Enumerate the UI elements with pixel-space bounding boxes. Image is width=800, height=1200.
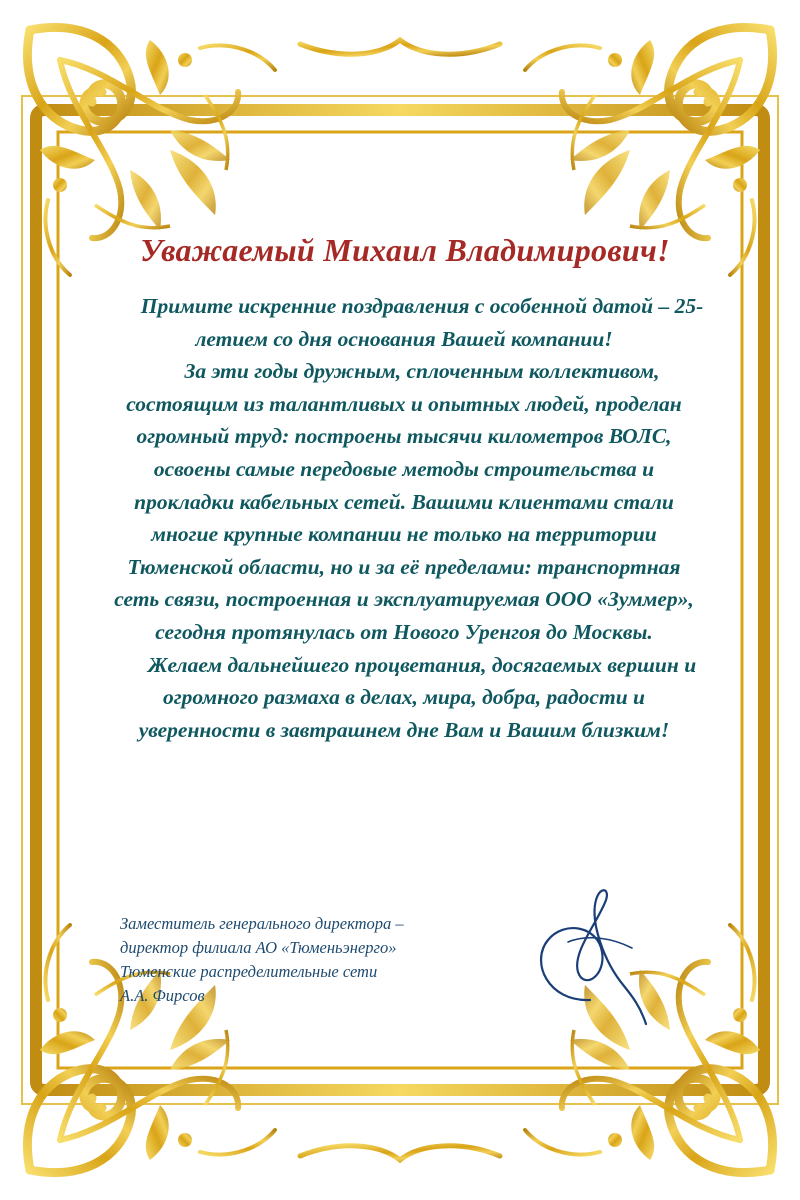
- paragraph-wishes: Желаем дальнейшего процветания, досягаемых вершин и огромного размаха в делах, мира, добра, радости и уверенности в завтрашнем дне Вам и Вашим близким!: [138, 652, 697, 742]
- signer-position-line-2: директор филиала АО «Тюменьэнерго»: [120, 938, 397, 957]
- handwritten-signature: [528, 882, 668, 1032]
- signature-block: [120, 912, 540, 1008]
- paragraph-achievements: За эти годы дружным, сплоченным коллективом, состоящим из талантливых и опытных людей, проделан огромный труд: построены тысячи километров ВОЛС, освоены самые передовые методы строительства и прокладки кабельных сетей. Вашими клиентами стали многие крупные компании не только на территории Тюменской области, но и за её пределами: транспортная сеть связи, построенная и эксплуатируемая ООО «Зуммер», сегодня протянулась от Нового Уренгоя до Москвы.: [114, 359, 694, 644]
- signer-name: А.А. Фирсов: [120, 986, 205, 1005]
- salutation-heading: Уважаемый Михаил Владимирович!: [140, 232, 670, 268]
- signer-organization: Тюменские распределительные сети: [120, 962, 378, 981]
- letter-body: [104, 290, 704, 746]
- paragraph-congratulations: Примите искренние поздравления с особенной датой – 25-летием со дня основания Вашей компании!: [140, 294, 704, 351]
- signer-position-line-1: Заместитель генерального директора –: [120, 914, 404, 933]
